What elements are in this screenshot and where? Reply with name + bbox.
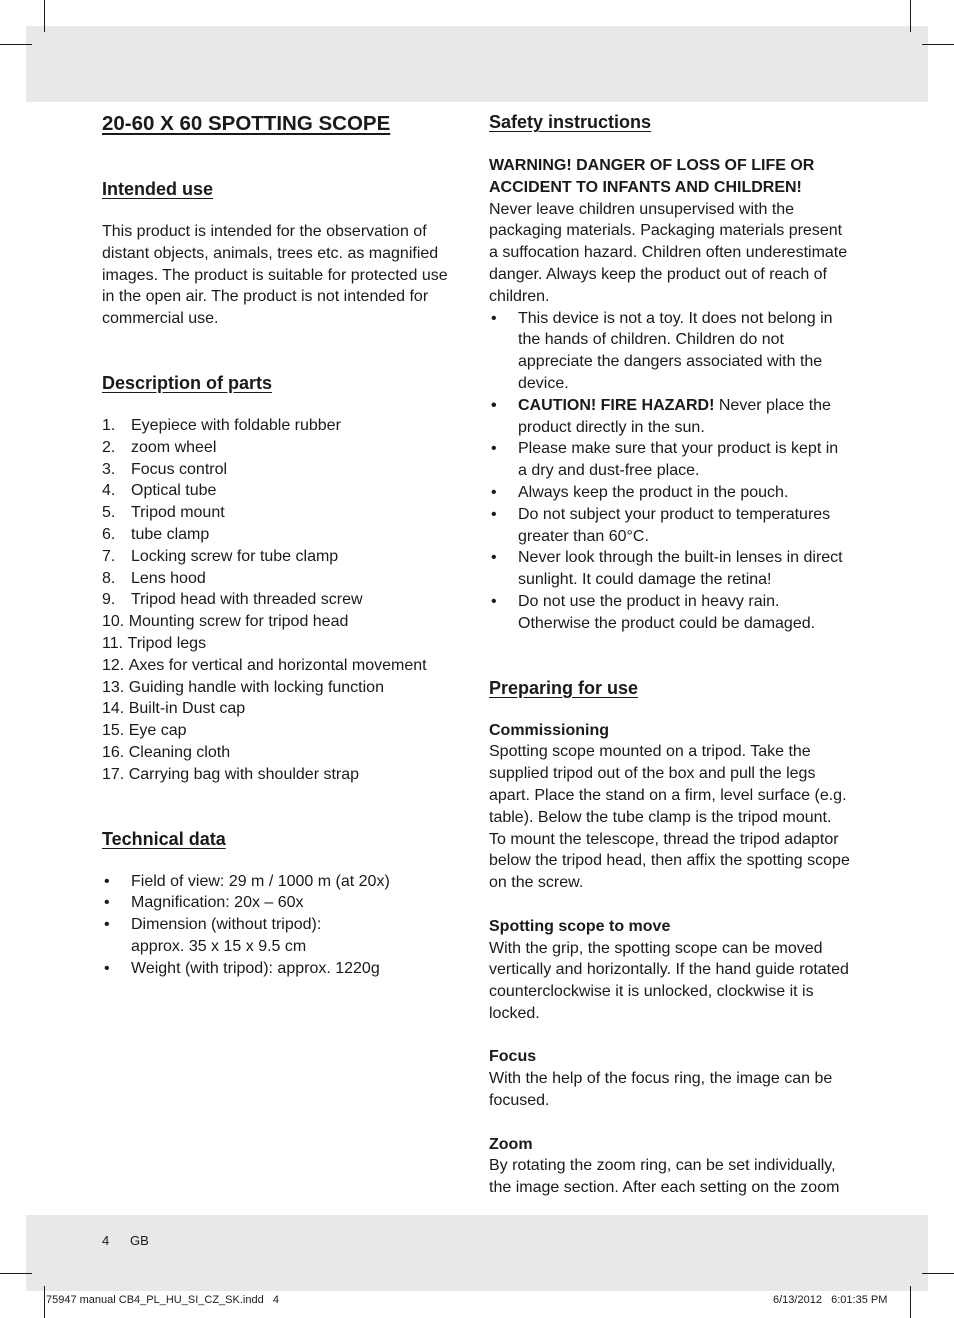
crop-mark xyxy=(0,44,32,45)
zoom-heading: Zoom xyxy=(489,1135,533,1153)
crop-mark xyxy=(910,1286,911,1318)
item-text: Always keep the product in the pouch. xyxy=(518,483,789,501)
item-text: Dimension (without tripod): approx. 35 x 15 x 9.5 cm xyxy=(131,916,322,955)
slug-date: 6/13/2012 6:01:35 PM xyxy=(773,1294,888,1306)
list-item xyxy=(102,415,452,437)
preparing-heading: Preparing for use xyxy=(489,677,639,698)
language-code: GB xyxy=(130,1233,149,1248)
item-text: Do not use the product in heavy rain. Otherwise the product could be damaged. xyxy=(518,592,816,632)
header-band xyxy=(26,26,928,102)
item-number: 1. xyxy=(102,416,116,434)
crop-mark xyxy=(910,0,911,32)
commissioning-heading: Commissioning xyxy=(489,721,610,739)
list-item xyxy=(102,698,452,720)
bullet-icon: • xyxy=(491,505,497,523)
item-label: Mounting screw for tripod head xyxy=(128,613,349,631)
item-label: Built-in Dust cap xyxy=(128,700,246,718)
item-label: Cleaning cloth xyxy=(128,743,231,761)
item-label: Lens hood xyxy=(131,569,206,587)
item-label: Axes for vertical and horizontal movement xyxy=(128,656,427,674)
item-label: Tripod mount xyxy=(131,504,225,522)
list-item xyxy=(489,438,851,482)
item-number: 3. xyxy=(102,460,116,478)
crop-mark xyxy=(922,44,954,45)
item-text: Do not subject your product to temperatures greater than 60°C. xyxy=(518,505,831,545)
page-title: 20-60 X 60 SPOTTING SCOPE xyxy=(102,112,391,135)
list-item xyxy=(102,502,452,524)
list-item xyxy=(489,591,851,635)
zoom-body: By rotating the zoom ring, can be set individually, the image section. After each setting on the zoom xyxy=(489,1157,840,1197)
bullet-icon: • xyxy=(491,309,497,327)
list-item xyxy=(489,482,851,504)
list-item xyxy=(102,871,452,893)
item-text: Magnification: 20x – 60x xyxy=(131,894,304,912)
list-item xyxy=(102,892,452,914)
item-label: zoom wheel xyxy=(131,438,217,456)
list-item xyxy=(102,459,452,481)
technical-heading: Technical data xyxy=(102,828,226,849)
item-label: Carrying bag with shoulder strap xyxy=(128,765,360,783)
page-number: 4 xyxy=(102,1233,110,1248)
safety-warning-body: Never leave children unsupervised with the packaging materials. Packaging materials present a suffocation hazard. Children often underestimate danger. Always keep the product out of reach of children. xyxy=(489,200,848,305)
bullet-icon: • xyxy=(491,396,497,414)
intended-use-body: This product is intended for the observation of distant objects, animals, trees etc. as magnified images. The product is suitable for protected use in the open air. The product is not intended for commercial use. xyxy=(102,223,448,328)
item-text: Never place the product directly in the sun. xyxy=(518,396,831,436)
item-text: This device is not a toy. It does not belong in the hands of children. Children do not appreciate the dangers associated with the device. xyxy=(518,309,833,392)
list-item xyxy=(102,546,452,568)
focus-heading: Focus xyxy=(489,1048,537,1066)
bullet-icon: • xyxy=(104,916,110,934)
list-item xyxy=(102,764,452,786)
item-number: 9. xyxy=(102,591,116,609)
list-item xyxy=(102,655,452,677)
list-item xyxy=(102,611,452,633)
list-item xyxy=(102,677,452,699)
list-item xyxy=(102,720,452,742)
item-number: 10. xyxy=(102,613,125,631)
footer-band xyxy=(26,1215,928,1291)
item-number: 13. xyxy=(102,678,125,696)
list-item xyxy=(102,914,452,958)
item-number: 6. xyxy=(102,525,116,543)
right-column xyxy=(489,108,851,1199)
list-item xyxy=(102,589,452,611)
slug-file: 75947 manual CB4_PL_HU_SI_CZ_SK.indd 4 xyxy=(46,1294,279,1306)
crop-mark xyxy=(44,1286,45,1318)
list-item xyxy=(489,308,851,395)
list-item xyxy=(102,524,452,546)
item-number: 2. xyxy=(102,438,116,456)
item-label: Tripod legs xyxy=(127,634,207,652)
item-number: 12. xyxy=(102,656,125,674)
safety-warning: WARNING! DANGER OF LOSS OF LIFE OR ACCIDENT TO INFANTS AND CHILDREN! xyxy=(489,157,815,196)
item-label: Focus control xyxy=(131,460,228,478)
list-item xyxy=(102,633,452,655)
item-number: 14. xyxy=(102,700,125,718)
item-number: 15. xyxy=(102,722,125,740)
bullet-icon: • xyxy=(491,549,497,567)
list-item xyxy=(102,742,452,764)
bullet-icon: • xyxy=(104,872,110,890)
list-item xyxy=(489,547,851,591)
item-number: 5. xyxy=(102,504,116,522)
crop-mark xyxy=(0,1273,32,1274)
list-item xyxy=(102,480,452,502)
item-number: 17. xyxy=(102,765,125,783)
bullet-icon: • xyxy=(104,959,110,977)
item-text: Weight (with tripod): approx. 1220g xyxy=(131,959,380,977)
intended-use-heading: Intended use xyxy=(102,179,214,199)
list-item xyxy=(489,504,851,548)
technical-list xyxy=(102,871,452,980)
fire-hazard-label: CAUTION! FIRE HAZARD! xyxy=(518,396,715,414)
commissioning-body: Spotting scope mounted on a tripod. Take the supplied tripod out of the box and pull the legs apart. Place the stand on a firm, level surface (e.g. table). Below the tube clamp is the tripod mount. To mount the telescope, thread the tripod adaptor below the tripod head, then affix the spotting scope on the screw. xyxy=(489,743,850,892)
item-text: Field of view: 29 m / 1000 m (at 20x) xyxy=(131,872,390,890)
item-number: 16. xyxy=(102,743,125,761)
item-number: 8. xyxy=(102,569,116,587)
list-item xyxy=(489,395,851,439)
safety-list xyxy=(489,308,851,635)
item-label: Locking screw for tube clamp xyxy=(131,547,339,565)
crop-mark xyxy=(44,0,45,32)
list-item xyxy=(102,437,452,459)
bullet-icon: • xyxy=(491,483,497,501)
list-item xyxy=(102,958,452,980)
item-label: Eyepiece with foldable rubber xyxy=(131,416,341,434)
item-label: Eye cap xyxy=(128,722,187,740)
bullet-icon: • xyxy=(104,894,110,912)
crop-mark xyxy=(922,1273,954,1274)
left-column xyxy=(102,108,452,980)
item-text: Please make sure that your product is kept in a dry and dust-free place. xyxy=(518,440,839,480)
parts-heading: Description of parts xyxy=(102,372,273,393)
bullet-icon: • xyxy=(491,592,497,610)
item-label: Guiding handle with locking function xyxy=(128,678,384,696)
item-label: Tripod head with threaded screw xyxy=(131,591,363,609)
item-label: tube clamp xyxy=(131,525,210,543)
item-label: Optical tube xyxy=(131,482,217,500)
move-body: With the grip, the spotting scope can be moved vertically and horizontally. If the hand guide rotated counterclockwise it is unlocked, clockwise it is locked. xyxy=(489,939,849,1022)
item-number: 11. xyxy=(102,634,124,652)
parts-list xyxy=(102,415,452,786)
bullet-icon: • xyxy=(491,440,497,458)
move-heading: Spotting scope to move xyxy=(489,917,671,935)
item-number: 7. xyxy=(102,547,116,565)
list-item xyxy=(102,568,452,590)
safety-heading: Safety instructions xyxy=(489,112,652,132)
item-number: 4. xyxy=(102,482,116,500)
item-text: Never look through the built-in lenses in direct sunlight. It could damage the retina! xyxy=(518,549,843,589)
focus-body: With the help of the focus ring, the image can be focused. xyxy=(489,1070,833,1110)
